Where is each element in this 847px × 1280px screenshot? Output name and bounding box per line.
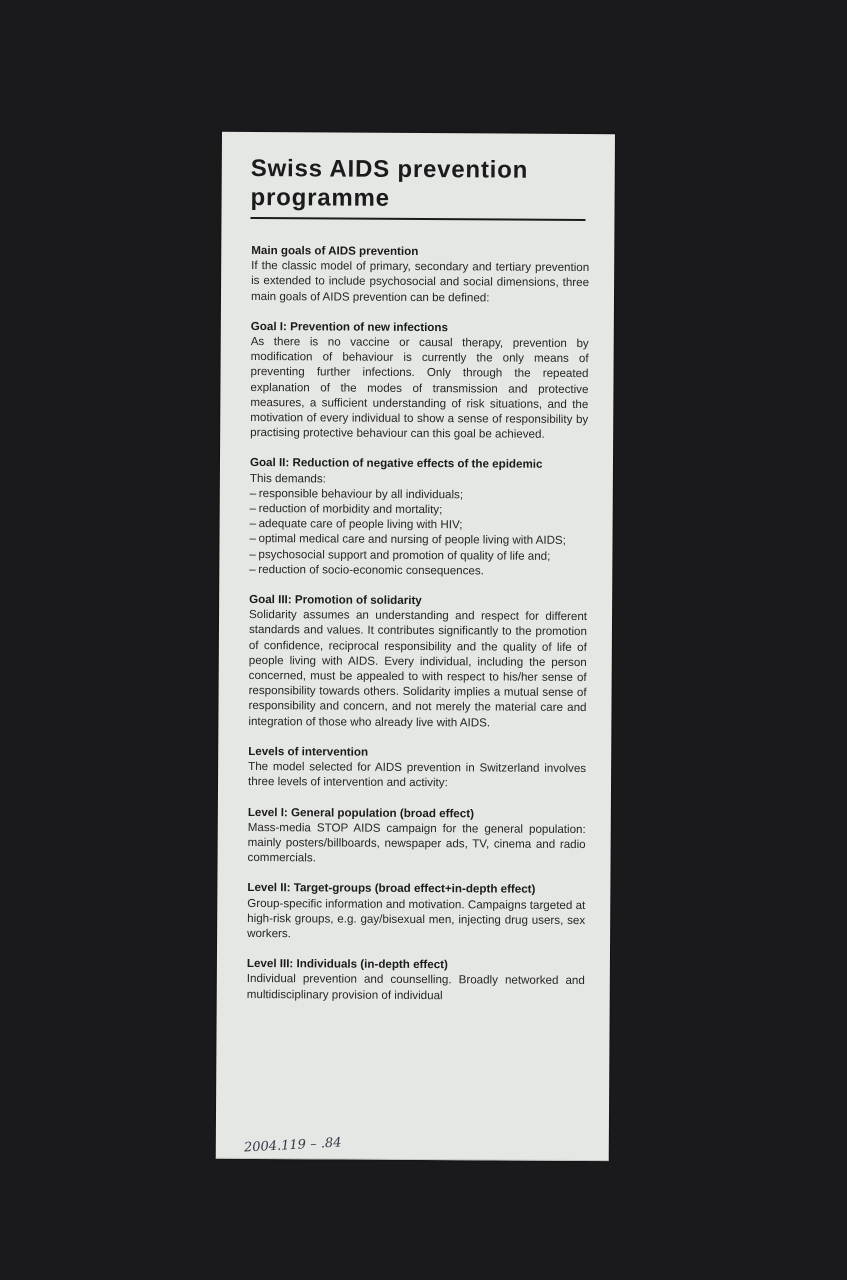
section-heading: Goal III: Promotion of solidarity	[249, 593, 422, 608]
section-levels	[248, 744, 586, 792]
section-main-goals	[251, 243, 589, 306]
section-body: Individual prevention and counselling. Broadly networked and multidisciplinary provision of individual	[246, 972, 585, 1002]
leaflet-content	[247, 243, 590, 1019]
leaflet-title: Swiss AIDS prevention programme	[250, 154, 529, 212]
section-level-2	[247, 880, 585, 943]
section-heading: Levels of intervention	[248, 744, 369, 759]
title-rule	[250, 217, 585, 221]
section-body: The model selected for AIDS prevention in Switzerland involves three levels of intervention and activity:	[247, 760, 587, 790]
list-item: – reduction of socio-economic consequences.	[249, 562, 587, 579]
list-item: – responsible behaviour by all individuals;	[250, 486, 588, 503]
inventory-number: 2004.119 – .84	[243, 1135, 342, 1156]
section-heading: Level III: Individuals (in-depth effect)	[246, 957, 448, 972]
section-body: Group-specific information and motivation. Campaigns targeted at high-risk groups, e.g. gay/bisexual men, injecting drug users, sex workers.	[247, 896, 586, 941]
section-level-1	[248, 804, 586, 867]
list-item: – optimal medical care and nursing of people living with AIDS;	[249, 531, 587, 548]
section-body: As there is no vaccine or causal therapy, prevention by modification of behaviour is currently the only means of preventing further infections. Only through the repeated explanation of the modes of transmission and protective measures, a sufficient understanding of risk situations, and the motivation of every individual to show a sense of responsibility by practising protective behaviour can this goal be achieved.	[250, 334, 589, 442]
goal-2-list	[249, 486, 588, 579]
section-level-3	[247, 956, 585, 1004]
section-heading: Goal II: Reduction of negative effects of the epidemic	[249, 456, 543, 472]
list-item: – adequate care of people living with HIV;	[250, 516, 588, 533]
section-goal-2	[249, 455, 588, 579]
section-intro: This demands:	[249, 471, 326, 486]
section-heading: Level I: General population (broad effect)	[247, 805, 474, 820]
section-heading: Main goals of AIDS prevention	[251, 243, 419, 259]
leaflet-page	[216, 132, 615, 1161]
page-edge	[216, 1158, 609, 1161]
list-item: – reduction of morbidity and mortality;	[250, 501, 588, 518]
list-item: – psychosocial support and promotion of quality of life and;	[249, 547, 587, 564]
section-goal-3	[248, 592, 587, 731]
section-heading: Level II: Target-groups (broad effect+in-depth effect)	[247, 881, 536, 897]
section-body: If the classic model of primary, secondary and tertiary prevention is extended to include psychosocial and social dimensions, three main goals of AIDS prevention can be defined:	[250, 259, 590, 305]
section-goal-1	[250, 319, 589, 443]
section-heading: Goal I: Prevention of new infections	[250, 319, 448, 334]
section-body: Solidarity assumes an understanding and respect for different standards and values. It contributes significantly to the promotion of confidence, reciprocal responsibility and the quality of life of people living with AIDS. Every individual, including the person concerned, must be appealed to with respect to his/her sense of responsibility towards others. Solidarity implies a mutual sense of responsibility and concern, and not merely the material care and integration of those who already live with AIDS.	[248, 608, 588, 730]
section-body: Mass-media STOP AIDS campaign for the general population: mainly posters/billboards, newspaper ads, TV, cinema and radio commercials.	[247, 820, 586, 865]
